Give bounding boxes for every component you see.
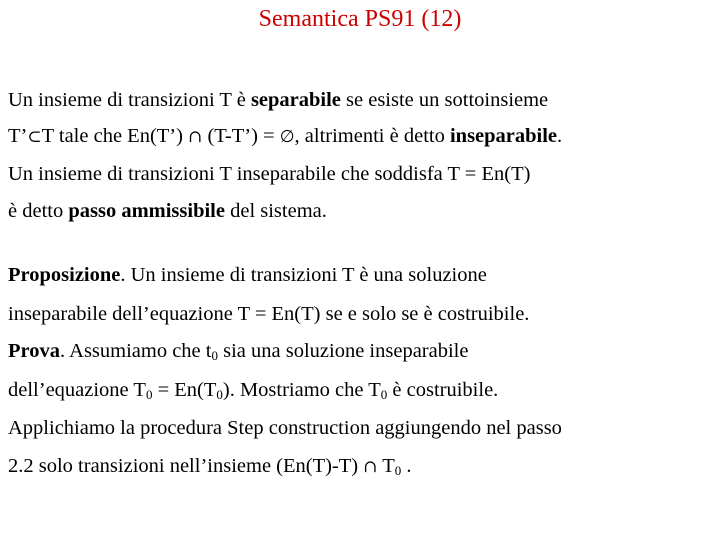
subscript: 0 [394, 463, 402, 478]
text: . [401, 455, 412, 477]
subset-symbol: ⊂ [27, 127, 42, 147]
term-passo-ammissibile: passo ammissibile [68, 200, 225, 222]
definition-line-4 [8, 200, 327, 223]
slide-title: Semantica PS91 (12) [258, 6, 462, 32]
text: se esiste un sottoinsieme [340, 89, 549, 111]
text: dell’equazione T [8, 379, 146, 401]
text: (T-T’) = [202, 125, 280, 147]
definition-line-3: Un insieme di transizioni T inseparabile che soddisfa T = En(T) [8, 163, 531, 185]
subscript: 0 [380, 387, 388, 402]
proposition-line-2: inseparabile dell’equazione T = En(T) se e solo se è costruibile. [8, 303, 530, 325]
text: = En(T [152, 379, 217, 401]
proof-line-1 [8, 340, 468, 363]
intersection-symbol: ∩ [188, 127, 203, 147]
proof-line-2 [8, 379, 498, 402]
text: . Assumiamo che t [60, 340, 212, 362]
term-inseparabile: inseparabile [449, 125, 558, 147]
text: T tale che En(T’) [41, 125, 189, 147]
proof-line-4 [8, 455, 412, 478]
text: è costruibile. [387, 379, 499, 401]
definition-line-2 [8, 125, 562, 148]
text: è detto [8, 200, 69, 222]
text: . Un insieme di transizioni T è una soluzione [120, 264, 487, 286]
term-separabile: separabile [250, 89, 341, 111]
subscript: 0 [216, 387, 223, 402]
text: Un insieme di transizioni T è [8, 89, 251, 111]
text: ). Mostriamo che T [222, 379, 381, 401]
subscript: 0 [145, 387, 153, 402]
text: . [557, 125, 563, 147]
text: 2.2 solo transizioni nell’insieme (En(T)-T) [8, 455, 364, 477]
proposition-line-1 [8, 264, 487, 287]
label-proposizione: Proposizione [8, 264, 121, 286]
label-prova: Prova [8, 340, 61, 362]
text: T [377, 455, 395, 477]
definition-line-1 [8, 89, 548, 112]
proof-line-3: Applichiamo la procedura Step construction aggiungendo nel passo [8, 417, 562, 439]
intersection-symbol: ∩ [363, 457, 378, 477]
text: , altrimenti è detto [294, 125, 450, 147]
text: sia una soluzione inseparabile [217, 340, 469, 362]
empty-set-symbol: ∅ [279, 127, 295, 147]
text: del sistema. [224, 200, 327, 222]
text: T’ [8, 125, 28, 147]
subscript: 0 [211, 348, 218, 363]
